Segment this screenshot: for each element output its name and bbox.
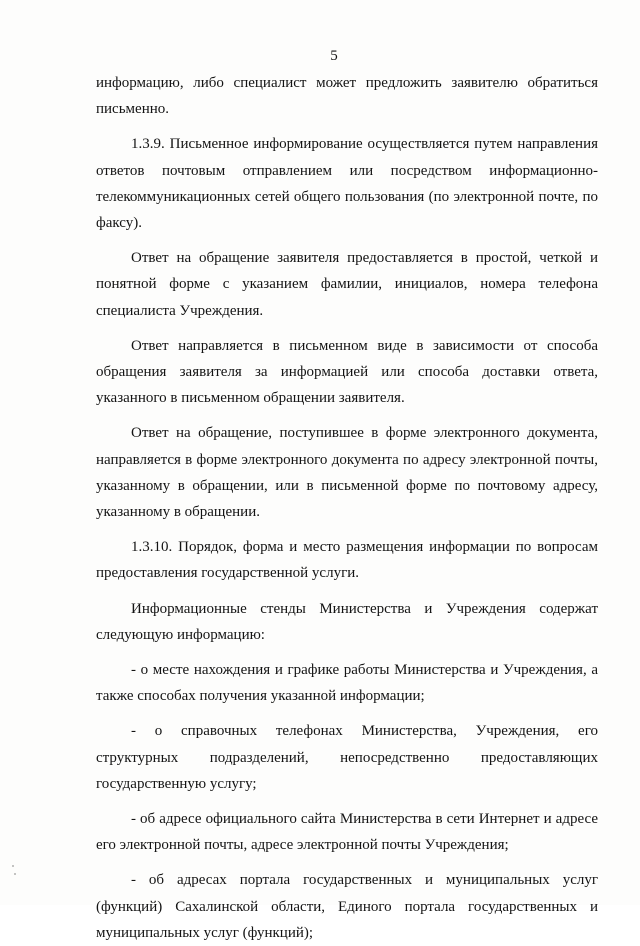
text-line: указанному в обращении. xyxy=(96,504,260,521)
text-line: предоставления государственной услуги. xyxy=(96,565,360,582)
paragraph xyxy=(96,867,598,946)
text-line: обращения заявителя за информацией или способа доставки ответа, xyxy=(96,364,598,381)
text-line: (функций) Сахалинской области, Единого портала государственных и xyxy=(96,898,598,915)
scan-speck xyxy=(12,865,14,867)
text-line: телекоммуникационных сетей общего пользования (по электронной почте, по xyxy=(96,188,598,205)
text-line: Ответ на обращение заявителя предоставляется в простой, четкой и xyxy=(131,250,598,267)
paragraph xyxy=(96,534,598,586)
text-line: понятной форме с указанием фамилии, инициалов, номера телефона xyxy=(96,276,598,293)
page-number: 5 xyxy=(330,48,338,64)
text-line: 1.3.9. Письменное информирование осуществляется путем направления xyxy=(131,136,598,153)
text-line: информацию, либо специалист может предложить заявителю обратиться xyxy=(96,75,598,91)
text-line: следующую информацию: xyxy=(96,626,265,643)
text-line: указанного в письменном обращении заявителя. xyxy=(96,390,405,407)
text-line: государственную услугу; xyxy=(96,775,257,792)
text-line: 1.3.10. Порядок, форма и место размещения информации по вопросам xyxy=(131,539,598,556)
text-line: структурных подразделений, непосредственно предоставляющих xyxy=(96,749,598,766)
text-line: специалиста Учреждения. xyxy=(96,302,264,319)
text-line: также способах получения указанной информации; xyxy=(96,688,425,705)
paragraph xyxy=(96,806,598,858)
paragraph xyxy=(96,333,598,412)
text-line: - о месте нахождения и графике работы Министерства и Учреждения, а xyxy=(131,662,598,679)
text-line: письменно. xyxy=(96,101,170,118)
text-line: Ответ на обращение, поступившее в форме электронного документа, xyxy=(131,425,598,442)
text-line: Ответ направляется в письменном виде в зависимости от способа xyxy=(131,337,598,354)
paragraph xyxy=(96,131,598,236)
paragraph xyxy=(96,718,598,797)
paragraph xyxy=(96,420,598,525)
text-line: ответов почтовым отправлением или посредством информационно- xyxy=(96,162,598,179)
text-line: - о справочных телефонах Министерства, Учреждения, его xyxy=(131,723,598,740)
document-body xyxy=(96,70,598,946)
scan-speck xyxy=(14,873,16,875)
paragraph xyxy=(96,245,598,324)
text-line: указанному в обращении, или в письменной форме по почтовому адресу, xyxy=(96,477,598,494)
text-line: его электронной почты, адресе электронной почты Учреждения; xyxy=(96,837,509,854)
text-line: - об адресах портала государственных и муниципальных услуг xyxy=(131,872,598,889)
text-line: Информационные стенды Министерства и Учреждения содержат xyxy=(131,600,598,617)
paragraph xyxy=(96,657,598,709)
text-line: - об адресе официального сайта Министерства в сети Интернет и адресе xyxy=(131,811,598,828)
text-line: муниципальных услуг (функций); xyxy=(96,924,314,941)
text-line: факсу). xyxy=(96,215,142,232)
paragraph xyxy=(96,70,598,122)
text-line: направляется в форме электронного документа по адресу электронной почты, xyxy=(96,451,598,468)
paragraph xyxy=(96,596,598,648)
